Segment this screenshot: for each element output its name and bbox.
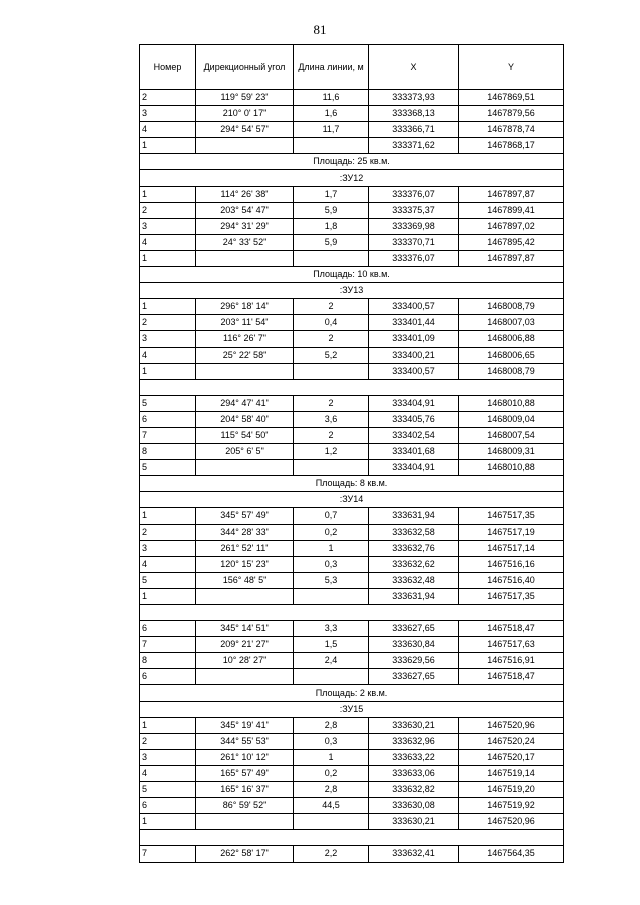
table-row xyxy=(140,444,564,460)
direction-angle-cell: 296° 18' 14" xyxy=(196,299,294,315)
point-number-cell: 6 xyxy=(140,798,196,814)
x-coordinate-cell: 333373,93 xyxy=(369,90,459,106)
x-coordinate-cell: 333376,07 xyxy=(369,186,459,202)
section-row xyxy=(140,476,564,492)
direction-angle-cell: 345° 19' 41" xyxy=(196,717,294,733)
y-coordinate-cell: 1468006,65 xyxy=(459,347,564,363)
direction-angle-cell xyxy=(196,669,294,685)
section-label: Площадь: 8 кв.м. xyxy=(140,476,564,492)
table-row xyxy=(140,782,564,798)
section-row xyxy=(140,267,564,283)
table-row xyxy=(140,653,564,669)
y-coordinate-cell: 1468006,88 xyxy=(459,331,564,347)
direction-angle-cell xyxy=(196,460,294,476)
line-length-cell: 1 xyxy=(294,540,369,556)
direction-angle-cell: 25° 22' 58" xyxy=(196,347,294,363)
x-coordinate-cell: 333632,58 xyxy=(369,524,459,540)
line-length-cell: 11,7 xyxy=(294,122,369,138)
point-number-cell: 1 xyxy=(140,588,196,604)
section-row xyxy=(140,154,564,170)
line-length-cell: 0,3 xyxy=(294,556,369,572)
point-number-cell: 2 xyxy=(140,524,196,540)
y-coordinate-cell: 1467517,35 xyxy=(459,508,564,524)
direction-angle-cell: 205° 6' 5" xyxy=(196,444,294,460)
table-row xyxy=(140,814,564,830)
point-number-cell: 1 xyxy=(140,814,196,830)
x-coordinate-cell: 333631,94 xyxy=(369,588,459,604)
line-length-cell: 5,9 xyxy=(294,234,369,250)
direction-angle-cell: 294° 47' 41" xyxy=(196,395,294,411)
y-coordinate-cell: 1467520,24 xyxy=(459,733,564,749)
direction-angle-cell: 262° 58' 17" xyxy=(196,846,294,862)
line-length-cell: 1,8 xyxy=(294,218,369,234)
x-coordinate-cell: 333401,68 xyxy=(369,444,459,460)
section-row xyxy=(140,492,564,508)
section-label: Площадь: 2 кв.м. xyxy=(140,685,564,701)
section-row xyxy=(140,170,564,186)
point-number-cell: 3 xyxy=(140,106,196,122)
section-label: :ЗУ12 xyxy=(140,170,564,186)
x-coordinate-cell: 333629,56 xyxy=(369,653,459,669)
x-coordinate-cell: 333402,54 xyxy=(369,427,459,443)
table-row xyxy=(140,106,564,122)
y-coordinate-cell: 1467516,91 xyxy=(459,653,564,669)
table-row xyxy=(140,588,564,604)
line-length-cell: 2,8 xyxy=(294,717,369,733)
y-coordinate-cell: 1468010,88 xyxy=(459,395,564,411)
line-length-cell xyxy=(294,460,369,476)
table-row xyxy=(140,798,564,814)
y-coordinate-cell: 1467519,20 xyxy=(459,782,564,798)
y-coordinate-cell: 1468008,79 xyxy=(459,299,564,315)
y-coordinate-cell: 1467899,41 xyxy=(459,202,564,218)
direction-angle-cell: 119° 59' 23" xyxy=(196,90,294,106)
y-coordinate-cell: 1467516,40 xyxy=(459,572,564,588)
header-x: X xyxy=(369,45,459,90)
y-coordinate-cell: 1467517,14 xyxy=(459,540,564,556)
table-row xyxy=(140,90,564,106)
direction-angle-cell: 203° 11' 54" xyxy=(196,315,294,331)
y-coordinate-cell: 1468008,79 xyxy=(459,363,564,379)
table-row xyxy=(140,621,564,637)
line-length-cell: 2,2 xyxy=(294,846,369,862)
y-coordinate-cell: 1467878,74 xyxy=(459,122,564,138)
header-line-length: Длина линии, м xyxy=(294,45,369,90)
line-length-cell: 1,5 xyxy=(294,637,369,653)
point-number-cell: 1 xyxy=(140,186,196,202)
x-coordinate-cell: 333630,21 xyxy=(369,814,459,830)
x-coordinate-cell: 333400,57 xyxy=(369,299,459,315)
direction-angle-cell xyxy=(196,138,294,154)
line-length-cell: 1,6 xyxy=(294,106,369,122)
line-length-cell: 5,2 xyxy=(294,347,369,363)
point-number-cell: 1 xyxy=(140,299,196,315)
x-coordinate-cell: 333401,44 xyxy=(369,315,459,331)
table-body xyxy=(140,90,564,863)
section-label: Площадь: 10 кв.м. xyxy=(140,267,564,283)
page-number: 81 xyxy=(313,22,327,37)
y-coordinate-cell: 1467517,63 xyxy=(459,637,564,653)
table-row xyxy=(140,363,564,379)
x-coordinate-cell: 333630,21 xyxy=(369,717,459,733)
table-row xyxy=(140,749,564,765)
table-row xyxy=(140,733,564,749)
x-coordinate-cell: 333404,91 xyxy=(369,395,459,411)
point-number-cell: 4 xyxy=(140,556,196,572)
x-coordinate-cell: 333376,07 xyxy=(369,250,459,266)
direction-angle-cell: 116° 26' 7" xyxy=(196,331,294,347)
table-row xyxy=(140,299,564,315)
table-row xyxy=(140,186,564,202)
coordinates-table xyxy=(139,44,564,863)
line-length-cell: 1,2 xyxy=(294,444,369,460)
x-coordinate-cell: 333401,09 xyxy=(369,331,459,347)
y-coordinate-cell: 1467518,47 xyxy=(459,621,564,637)
header-number: Номер xyxy=(140,45,196,90)
table-row xyxy=(140,202,564,218)
table-row xyxy=(140,138,564,154)
point-number-cell: 2 xyxy=(140,733,196,749)
point-number-cell: 1 xyxy=(140,717,196,733)
direction-angle-cell xyxy=(196,588,294,604)
y-coordinate-cell: 1467519,14 xyxy=(459,765,564,781)
table-row xyxy=(140,460,564,476)
point-number-cell: 8 xyxy=(140,653,196,669)
line-length-cell: 5,9 xyxy=(294,202,369,218)
y-coordinate-cell: 1467518,47 xyxy=(459,669,564,685)
point-number-cell: 3 xyxy=(140,331,196,347)
spacer-cell xyxy=(140,379,564,395)
point-number-cell: 1 xyxy=(140,508,196,524)
direction-angle-cell: 24° 33' 52" xyxy=(196,234,294,250)
direction-angle-cell: 261° 10' 12" xyxy=(196,749,294,765)
x-coordinate-cell: 333369,98 xyxy=(369,218,459,234)
y-coordinate-cell: 1467517,35 xyxy=(459,588,564,604)
header-direction-angle: Дирекционный угол xyxy=(196,45,294,90)
header-y: Y xyxy=(459,45,564,90)
y-coordinate-cell: 1467517,19 xyxy=(459,524,564,540)
table-row xyxy=(140,411,564,427)
x-coordinate-cell: 333632,41 xyxy=(369,846,459,862)
x-coordinate-cell: 333371,62 xyxy=(369,138,459,154)
x-coordinate-cell: 333405,76 xyxy=(369,411,459,427)
direction-angle-cell: 261° 52' 11" xyxy=(196,540,294,556)
direction-angle-cell xyxy=(196,363,294,379)
table-header-row xyxy=(140,45,564,90)
line-length-cell: 2,4 xyxy=(294,653,369,669)
direction-angle-cell: 165° 57' 49" xyxy=(196,765,294,781)
table-row xyxy=(140,122,564,138)
x-coordinate-cell: 333632,62 xyxy=(369,556,459,572)
direction-angle-cell xyxy=(196,250,294,266)
line-length-cell: 1 xyxy=(294,749,369,765)
table-row xyxy=(140,540,564,556)
direction-angle-cell: 204° 58' 40" xyxy=(196,411,294,427)
direction-angle-cell: 294° 54' 57" xyxy=(196,122,294,138)
y-coordinate-cell: 1467516,16 xyxy=(459,556,564,572)
y-coordinate-cell: 1468007,54 xyxy=(459,427,564,443)
y-coordinate-cell: 1467868,17 xyxy=(459,138,564,154)
point-number-cell: 8 xyxy=(140,444,196,460)
direction-angle-cell: 209° 21' 27" xyxy=(196,637,294,653)
y-coordinate-cell: 1467519,92 xyxy=(459,798,564,814)
line-length-cell: 0,2 xyxy=(294,765,369,781)
line-length-cell: 11,6 xyxy=(294,90,369,106)
point-number-cell: 3 xyxy=(140,218,196,234)
x-coordinate-cell: 333400,21 xyxy=(369,347,459,363)
point-number-cell: 3 xyxy=(140,749,196,765)
direction-angle-cell: 120° 15' 23" xyxy=(196,556,294,572)
y-coordinate-cell: 1467564,35 xyxy=(459,846,564,862)
spacer-cell xyxy=(140,605,564,621)
line-length-cell xyxy=(294,814,369,830)
line-length-cell: 1,7 xyxy=(294,186,369,202)
table-row xyxy=(140,765,564,781)
point-number-cell: 5 xyxy=(140,572,196,588)
x-coordinate-cell: 333404,91 xyxy=(369,460,459,476)
point-number-cell: 6 xyxy=(140,621,196,637)
point-number-cell: 2 xyxy=(140,202,196,218)
line-length-cell: 0,4 xyxy=(294,315,369,331)
y-coordinate-cell: 1468010,88 xyxy=(459,460,564,476)
direction-angle-cell: 344° 28' 33" xyxy=(196,524,294,540)
direction-angle-cell: 345° 14' 51" xyxy=(196,621,294,637)
line-length-cell: 3,3 xyxy=(294,621,369,637)
section-row xyxy=(140,685,564,701)
line-length-cell: 2 xyxy=(294,299,369,315)
x-coordinate-cell: 333375,37 xyxy=(369,202,459,218)
direction-angle-cell: 165° 16' 37" xyxy=(196,782,294,798)
table-row xyxy=(140,315,564,331)
section-row xyxy=(140,701,564,717)
x-coordinate-cell: 333627,65 xyxy=(369,621,459,637)
spacer-cell xyxy=(140,830,564,846)
direction-angle-cell: 156° 48' 5" xyxy=(196,572,294,588)
table-row xyxy=(140,524,564,540)
x-coordinate-cell: 333630,84 xyxy=(369,637,459,653)
line-length-cell: 5,3 xyxy=(294,572,369,588)
y-coordinate-cell: 1467520,17 xyxy=(459,749,564,765)
line-length-cell xyxy=(294,363,369,379)
point-number-cell: 4 xyxy=(140,765,196,781)
y-coordinate-cell: 1468009,04 xyxy=(459,411,564,427)
y-coordinate-cell: 1467879,56 xyxy=(459,106,564,122)
table-row xyxy=(140,556,564,572)
line-length-cell: 0,7 xyxy=(294,508,369,524)
table-row xyxy=(140,572,564,588)
table-row xyxy=(140,331,564,347)
point-number-cell: 4 xyxy=(140,122,196,138)
y-coordinate-cell: 1468007,03 xyxy=(459,315,564,331)
point-number-cell: 5 xyxy=(140,395,196,411)
line-length-cell: 2,8 xyxy=(294,782,369,798)
direction-angle-cell: 203° 54' 47" xyxy=(196,202,294,218)
point-number-cell: 2 xyxy=(140,315,196,331)
section-label: :ЗУ13 xyxy=(140,283,564,299)
section-label: :ЗУ15 xyxy=(140,701,564,717)
section-label: :ЗУ14 xyxy=(140,492,564,508)
point-number-cell: 1 xyxy=(140,138,196,154)
line-length-cell xyxy=(294,669,369,685)
line-length-cell xyxy=(294,138,369,154)
y-coordinate-cell: 1467895,42 xyxy=(459,234,564,250)
line-length-cell: 3,6 xyxy=(294,411,369,427)
x-coordinate-cell: 333370,71 xyxy=(369,234,459,250)
point-number-cell: 2 xyxy=(140,90,196,106)
point-number-cell: 4 xyxy=(140,234,196,250)
x-coordinate-cell: 333631,94 xyxy=(369,508,459,524)
point-number-cell: 4 xyxy=(140,347,196,363)
direction-angle-cell xyxy=(196,814,294,830)
section-label: Площадь: 25 кв.м. xyxy=(140,154,564,170)
direction-angle-cell: 86° 59' 52" xyxy=(196,798,294,814)
point-number-cell: 1 xyxy=(140,250,196,266)
line-length-cell xyxy=(294,588,369,604)
point-number-cell: 1 xyxy=(140,363,196,379)
point-number-cell: 3 xyxy=(140,540,196,556)
point-number-cell: 7 xyxy=(140,427,196,443)
x-coordinate-cell: 333400,57 xyxy=(369,363,459,379)
x-coordinate-cell: 333633,06 xyxy=(369,765,459,781)
point-number-cell: 7 xyxy=(140,637,196,653)
table-row xyxy=(140,637,564,653)
x-coordinate-cell: 333627,65 xyxy=(369,669,459,685)
table-row xyxy=(140,234,564,250)
point-number-cell: 7 xyxy=(140,846,196,862)
direction-angle-cell: 115° 54' 50" xyxy=(196,427,294,443)
direction-angle-cell: 114° 26' 38" xyxy=(196,186,294,202)
line-length-cell: 2 xyxy=(294,395,369,411)
y-coordinate-cell: 1468009,31 xyxy=(459,444,564,460)
line-length-cell: 0,3 xyxy=(294,733,369,749)
table-row xyxy=(140,669,564,685)
line-length-cell xyxy=(294,250,369,266)
point-number-cell: 5 xyxy=(140,460,196,476)
x-coordinate-cell: 333633,22 xyxy=(369,749,459,765)
direction-angle-cell: 294° 31' 29" xyxy=(196,218,294,234)
x-coordinate-cell: 333632,48 xyxy=(369,572,459,588)
table-row xyxy=(140,395,564,411)
direction-angle-cell: 345° 57' 49" xyxy=(196,508,294,524)
direction-angle-cell: 10° 28' 27" xyxy=(196,653,294,669)
table-row xyxy=(140,250,564,266)
table-row xyxy=(140,846,564,862)
direction-angle-cell: 210° 0' 17" xyxy=(196,106,294,122)
spacer-row xyxy=(140,605,564,621)
table-row xyxy=(140,427,564,443)
spacer-row xyxy=(140,830,564,846)
y-coordinate-cell: 1467869,51 xyxy=(459,90,564,106)
x-coordinate-cell: 333632,82 xyxy=(369,782,459,798)
x-coordinate-cell: 333366,71 xyxy=(369,122,459,138)
x-coordinate-cell: 333632,76 xyxy=(369,540,459,556)
y-coordinate-cell: 1467520,96 xyxy=(459,717,564,733)
point-number-cell: 5 xyxy=(140,782,196,798)
table-row xyxy=(140,508,564,524)
x-coordinate-cell: 333368,13 xyxy=(369,106,459,122)
spacer-row xyxy=(140,379,564,395)
y-coordinate-cell: 1467520,96 xyxy=(459,814,564,830)
table-row xyxy=(140,347,564,363)
table-row xyxy=(140,218,564,234)
direction-angle-cell: 344° 55' 53" xyxy=(196,733,294,749)
table-row xyxy=(140,717,564,733)
y-coordinate-cell: 1467897,02 xyxy=(459,218,564,234)
section-row xyxy=(140,283,564,299)
line-length-cell: 0,2 xyxy=(294,524,369,540)
point-number-cell: 6 xyxy=(140,411,196,427)
line-length-cell: 44,5 xyxy=(294,798,369,814)
point-number-cell: 6 xyxy=(140,669,196,685)
line-length-cell: 2 xyxy=(294,331,369,347)
y-coordinate-cell: 1467897,87 xyxy=(459,186,564,202)
y-coordinate-cell: 1467897,87 xyxy=(459,250,564,266)
x-coordinate-cell: 333632,96 xyxy=(369,733,459,749)
line-length-cell: 2 xyxy=(294,427,369,443)
x-coordinate-cell: 333630,08 xyxy=(369,798,459,814)
